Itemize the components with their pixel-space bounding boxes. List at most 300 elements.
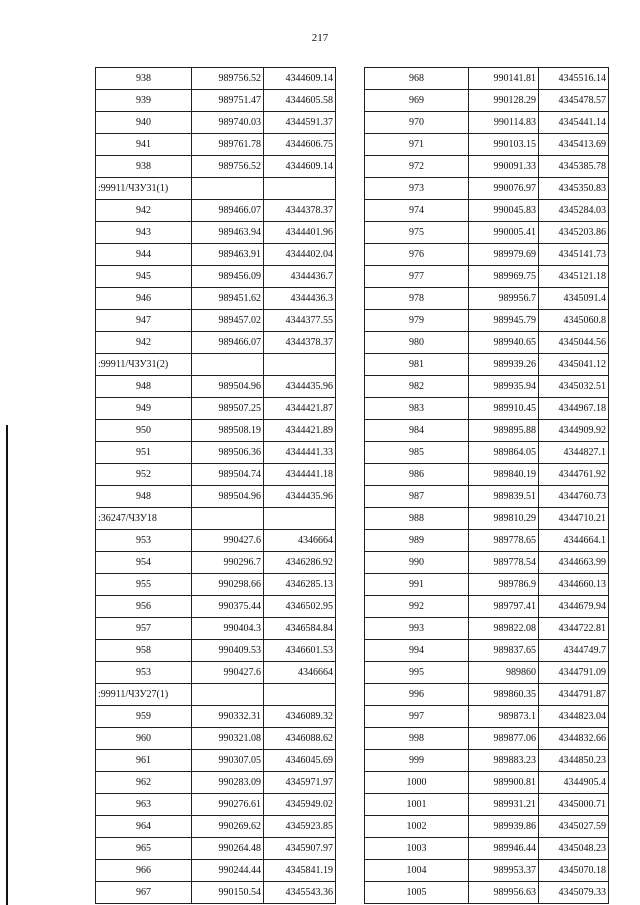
table-row: [365, 442, 609, 464]
y-coordinate-cell: 4345000.71: [539, 794, 609, 816]
point-number-cell: 1000: [365, 772, 469, 794]
parcel-label: :99911/ЧЗУ31(2): [96, 354, 192, 376]
point-number-cell: 1005: [365, 882, 469, 904]
y-coordinate-cell: 4345141.73: [539, 244, 609, 266]
point-number-cell: 999: [365, 750, 469, 772]
y-coordinate-cell: 4344749.7: [539, 640, 609, 662]
y-coordinate-cell: 4345070.18: [539, 860, 609, 882]
point-number-cell: 953: [96, 662, 192, 684]
table-row: [365, 794, 609, 816]
table-row: [365, 618, 609, 640]
y-coordinate-cell: 4344609.14: [264, 68, 336, 90]
x-coordinate-cell: 989507.25: [192, 398, 264, 420]
x-coordinate-cell: 989940.65: [469, 332, 539, 354]
parcel-label: :36247/ЧЗУ18: [96, 508, 192, 530]
x-coordinate-cell: 990307.05: [192, 750, 264, 772]
table-row: [365, 750, 609, 772]
table-row: [365, 486, 609, 508]
table-row: [365, 112, 609, 134]
y-coordinate-cell: 4344791.09: [539, 662, 609, 684]
x-coordinate-cell: 989939.86: [469, 816, 539, 838]
scan-margin-line: [6, 425, 8, 905]
x-coordinate-cell: 989979.69: [469, 244, 539, 266]
y-coordinate-cell: 4344823.04: [539, 706, 609, 728]
point-number-cell: 957: [96, 618, 192, 640]
empty-cell-y: [264, 684, 336, 706]
y-coordinate-cell: 4344402.04: [264, 244, 336, 266]
x-coordinate-cell: 990005.41: [469, 222, 539, 244]
point-number-cell: 947: [96, 310, 192, 332]
x-coordinate-cell: 989873.1: [469, 706, 539, 728]
table-row: [365, 728, 609, 750]
x-coordinate-cell: 989504.74: [192, 464, 264, 486]
table-row: [96, 838, 336, 860]
y-coordinate-cell: 4345350.83: [539, 178, 609, 200]
x-coordinate-cell: 990045.83: [469, 200, 539, 222]
table-row: [96, 772, 336, 794]
y-coordinate-cell: 4344827.1: [539, 442, 609, 464]
y-coordinate-cell: 4345091.4: [539, 288, 609, 310]
x-coordinate-cell: 990427.6: [192, 530, 264, 552]
point-number-cell: 1004: [365, 860, 469, 882]
table-row: [365, 244, 609, 266]
point-number-cell: 961: [96, 750, 192, 772]
y-coordinate-cell: 4345203.86: [539, 222, 609, 244]
table-row: [96, 90, 336, 112]
x-coordinate-cell: 989946.44: [469, 838, 539, 860]
point-number-cell: 974: [365, 200, 469, 222]
x-coordinate-cell: 990244.44: [192, 860, 264, 882]
y-coordinate-cell: 4345841.19: [264, 860, 336, 882]
point-number-cell: 981: [365, 354, 469, 376]
page-number: 217: [311, 32, 329, 44]
x-coordinate-cell: 989756.52: [192, 68, 264, 90]
point-number-cell: 986: [365, 464, 469, 486]
y-coordinate-cell: 4345048.23: [539, 838, 609, 860]
empty-cell-x: [192, 354, 264, 376]
x-coordinate-cell: 989822.08: [469, 618, 539, 640]
x-coordinate-cell: 990283.09: [192, 772, 264, 794]
point-number-cell: 938: [96, 156, 192, 178]
point-number-cell: 966: [96, 860, 192, 882]
x-coordinate-cell: 990114.83: [469, 112, 539, 134]
table-row: [365, 508, 609, 530]
empty-cell-x: [192, 684, 264, 706]
table-row: [96, 442, 336, 464]
x-coordinate-cell: 989778.54: [469, 552, 539, 574]
y-coordinate-cell: 4345284.03: [539, 200, 609, 222]
point-number-cell: 977: [365, 266, 469, 288]
table-row: [365, 574, 609, 596]
x-coordinate-cell: 989457.02: [192, 310, 264, 332]
table-row: [96, 618, 336, 640]
point-number-cell: 973: [365, 178, 469, 200]
y-coordinate-cell: 4345516.14: [539, 68, 609, 90]
y-coordinate-cell: 4344722.81: [539, 618, 609, 640]
point-number-cell: 949: [96, 398, 192, 420]
point-number-cell: 992: [365, 596, 469, 618]
x-coordinate-cell: 990276.61: [192, 794, 264, 816]
point-number-cell: 969: [365, 90, 469, 112]
table-row: [96, 816, 336, 838]
point-number-cell: 989: [365, 530, 469, 552]
y-coordinate-cell: 4346286.92: [264, 552, 336, 574]
x-coordinate-cell: 989953.37: [469, 860, 539, 882]
y-coordinate-cell: 4344679.94: [539, 596, 609, 618]
x-coordinate-cell: 990375.44: [192, 596, 264, 618]
point-number-cell: 951: [96, 442, 192, 464]
x-coordinate-cell: 989839.51: [469, 486, 539, 508]
x-coordinate-cell: 990298.66: [192, 574, 264, 596]
x-coordinate-cell: 989956.63: [469, 882, 539, 904]
y-coordinate-cell: 4344378.37: [264, 200, 336, 222]
y-coordinate-cell: 4344436.3: [264, 288, 336, 310]
y-coordinate-cell: 4346502.95: [264, 596, 336, 618]
table-row: [96, 200, 336, 222]
point-number-cell: 980: [365, 332, 469, 354]
table-row: [96, 464, 336, 486]
table-row: [96, 486, 336, 508]
point-number-cell: 959: [96, 706, 192, 728]
point-number-cell: 950: [96, 420, 192, 442]
table-row: [365, 68, 609, 90]
point-number-cell: 955: [96, 574, 192, 596]
x-coordinate-cell: 990103.15: [469, 134, 539, 156]
y-coordinate-cell: 4344710.21: [539, 508, 609, 530]
point-number-cell: 985: [365, 442, 469, 464]
point-number-cell: 987: [365, 486, 469, 508]
point-number-cell: 967: [96, 882, 192, 904]
table-row: [96, 398, 336, 420]
y-coordinate-cell: 4344660.13: [539, 574, 609, 596]
y-coordinate-cell: 4344421.89: [264, 420, 336, 442]
table-row: [96, 68, 336, 90]
y-coordinate-cell: 4344377.55: [264, 310, 336, 332]
point-number-cell: 942: [96, 200, 192, 222]
y-coordinate-cell: 4344605.58: [264, 90, 336, 112]
point-number-cell: 954: [96, 552, 192, 574]
x-coordinate-cell: 989508.19: [192, 420, 264, 442]
y-coordinate-cell: 4346664: [264, 662, 336, 684]
table-row: [365, 156, 609, 178]
x-coordinate-cell: 990128.29: [469, 90, 539, 112]
y-coordinate-cell: 4344909.92: [539, 420, 609, 442]
point-number-cell: 993: [365, 618, 469, 640]
y-coordinate-cell: 4345060.8: [539, 310, 609, 332]
point-number-cell: 963: [96, 794, 192, 816]
y-coordinate-cell: 4345027.59: [539, 816, 609, 838]
x-coordinate-cell: 989797.41: [469, 596, 539, 618]
x-coordinate-cell: 989504.96: [192, 486, 264, 508]
point-number-cell: 939: [96, 90, 192, 112]
table-row: [96, 706, 336, 728]
y-coordinate-cell: 4346601.53: [264, 640, 336, 662]
x-coordinate-cell: 989837.65: [469, 640, 539, 662]
y-coordinate-cell: 4344967.18: [539, 398, 609, 420]
x-coordinate-cell: 989883.23: [469, 750, 539, 772]
point-number-cell: 996: [365, 684, 469, 706]
coordinates-table-right: [364, 67, 609, 904]
table-row: [96, 596, 336, 618]
point-number-cell: 953: [96, 530, 192, 552]
x-coordinate-cell: 989761.78: [192, 134, 264, 156]
x-coordinate-cell: 989778.65: [469, 530, 539, 552]
parcel-header-row: [96, 354, 336, 376]
point-number-cell: 994: [365, 640, 469, 662]
y-coordinate-cell: 4345949.02: [264, 794, 336, 816]
table-row: [365, 200, 609, 222]
table-row: [365, 684, 609, 706]
x-coordinate-cell: 989456.09: [192, 266, 264, 288]
x-coordinate-cell: 990321.08: [192, 728, 264, 750]
x-coordinate-cell: 989463.91: [192, 244, 264, 266]
point-number-cell: 979: [365, 310, 469, 332]
y-coordinate-cell: 4345041.12: [539, 354, 609, 376]
x-coordinate-cell: 989740.03: [192, 112, 264, 134]
x-coordinate-cell: 989860: [469, 662, 539, 684]
table-row: [365, 420, 609, 442]
point-number-cell: 940: [96, 112, 192, 134]
y-coordinate-cell: 4344663.99: [539, 552, 609, 574]
x-coordinate-cell: 990332.31: [192, 706, 264, 728]
table-row: [365, 530, 609, 552]
point-number-cell: 964: [96, 816, 192, 838]
x-coordinate-cell: 989840.19: [469, 464, 539, 486]
table-row: [365, 552, 609, 574]
y-coordinate-cell: 4344791.87: [539, 684, 609, 706]
table-row: [365, 882, 609, 904]
point-number-cell: 1001: [365, 794, 469, 816]
table-row: [365, 134, 609, 156]
y-coordinate-cell: 4344435.96: [264, 486, 336, 508]
coordinates-table-left: [95, 67, 336, 904]
x-coordinate-cell: 989463.94: [192, 222, 264, 244]
empty-cell-y: [264, 178, 336, 200]
table-row: [96, 222, 336, 244]
point-number-cell: 952: [96, 464, 192, 486]
table-row: [365, 288, 609, 310]
point-number-cell: 975: [365, 222, 469, 244]
empty-cell-x: [192, 178, 264, 200]
x-coordinate-cell: 989751.47: [192, 90, 264, 112]
y-coordinate-cell: 4345971.97: [264, 772, 336, 794]
table-row: [365, 90, 609, 112]
table-row: [365, 376, 609, 398]
point-number-cell: 945: [96, 266, 192, 288]
x-coordinate-cell: 990296.7: [192, 552, 264, 574]
y-coordinate-cell: 4345441.14: [539, 112, 609, 134]
y-coordinate-cell: 4346285.13: [264, 574, 336, 596]
y-coordinate-cell: 4344401.96: [264, 222, 336, 244]
point-number-cell: 983: [365, 398, 469, 420]
y-coordinate-cell: 4345121.18: [539, 266, 609, 288]
table-row: [96, 860, 336, 882]
y-coordinate-cell: 4345044.56: [539, 332, 609, 354]
y-coordinate-cell: 4344436.7: [264, 266, 336, 288]
table-row: [365, 706, 609, 728]
point-number-cell: 965: [96, 838, 192, 860]
parcel-label: :99911/ЧЗУ27(1): [96, 684, 192, 706]
x-coordinate-cell: 989506.36: [192, 442, 264, 464]
point-number-cell: 976: [365, 244, 469, 266]
table-row: [365, 816, 609, 838]
y-coordinate-cell: 4345413.69: [539, 134, 609, 156]
table-row: [96, 420, 336, 442]
table-row: [96, 112, 336, 134]
point-number-cell: 943: [96, 222, 192, 244]
table-row: [365, 178, 609, 200]
y-coordinate-cell: 4346088.62: [264, 728, 336, 750]
empty-cell-y: [264, 508, 336, 530]
x-coordinate-cell: 990427.6: [192, 662, 264, 684]
point-number-cell: 991: [365, 574, 469, 596]
x-coordinate-cell: 989877.06: [469, 728, 539, 750]
y-coordinate-cell: 4344664.1: [539, 530, 609, 552]
x-coordinate-cell: 989910.45: [469, 398, 539, 420]
point-number-cell: 978: [365, 288, 469, 310]
point-number-cell: 958: [96, 640, 192, 662]
point-number-cell: 941: [96, 134, 192, 156]
table-row: [96, 530, 336, 552]
y-coordinate-cell: 4344609.14: [264, 156, 336, 178]
x-coordinate-cell: 990409.53: [192, 640, 264, 662]
x-coordinate-cell: 989504.96: [192, 376, 264, 398]
table-row: [96, 244, 336, 266]
x-coordinate-cell: 989466.07: [192, 332, 264, 354]
y-coordinate-cell: 4345478.57: [539, 90, 609, 112]
table-row: [96, 662, 336, 684]
y-coordinate-cell: 4344761.92: [539, 464, 609, 486]
point-number-cell: 956: [96, 596, 192, 618]
x-coordinate-cell: 989864.05: [469, 442, 539, 464]
y-coordinate-cell: 4344850.23: [539, 750, 609, 772]
point-number-cell: 948: [96, 486, 192, 508]
x-coordinate-cell: 989935.94: [469, 376, 539, 398]
table-row: [365, 398, 609, 420]
point-number-cell: 942: [96, 332, 192, 354]
y-coordinate-cell: 4344760.73: [539, 486, 609, 508]
point-number-cell: 998: [365, 728, 469, 750]
y-coordinate-cell: 4346089.32: [264, 706, 336, 728]
x-coordinate-cell: 990141.81: [469, 68, 539, 90]
x-coordinate-cell: 989860.35: [469, 684, 539, 706]
table-row: [96, 552, 336, 574]
point-number-cell: 995: [365, 662, 469, 684]
table-row: [96, 728, 336, 750]
point-number-cell: 972: [365, 156, 469, 178]
point-number-cell: 944: [96, 244, 192, 266]
point-number-cell: 971: [365, 134, 469, 156]
point-number-cell: 960: [96, 728, 192, 750]
table-row: [365, 464, 609, 486]
point-number-cell: 938: [96, 68, 192, 90]
x-coordinate-cell: 989956.7: [469, 288, 539, 310]
table-row: [365, 640, 609, 662]
table-row: [365, 310, 609, 332]
point-number-cell: 970: [365, 112, 469, 134]
empty-cell-x: [192, 508, 264, 530]
point-number-cell: 997: [365, 706, 469, 728]
table-row: [365, 596, 609, 618]
y-coordinate-cell: 4345543.36: [264, 882, 336, 904]
x-coordinate-cell: 990404.3: [192, 618, 264, 640]
y-coordinate-cell: 4344421.87: [264, 398, 336, 420]
y-coordinate-cell: 4344441.33: [264, 442, 336, 464]
table-row: [96, 376, 336, 398]
x-coordinate-cell: 989969.75: [469, 266, 539, 288]
x-coordinate-cell: 989939.26: [469, 354, 539, 376]
y-coordinate-cell: 4345385.78: [539, 156, 609, 178]
parcel-header-row: [96, 508, 336, 530]
parcel-label: :99911/ЧЗУ31(1): [96, 178, 192, 200]
x-coordinate-cell: 990269.62: [192, 816, 264, 838]
y-coordinate-cell: 4346664: [264, 530, 336, 552]
y-coordinate-cell: 4344441.18: [264, 464, 336, 486]
x-coordinate-cell: 989466.07: [192, 200, 264, 222]
y-coordinate-cell: 4345079.33: [539, 882, 609, 904]
table-row: [96, 640, 336, 662]
table-row: [96, 288, 336, 310]
table-row: [365, 838, 609, 860]
parcel-header-row: [96, 684, 336, 706]
point-number-cell: 990: [365, 552, 469, 574]
table-row: [365, 772, 609, 794]
x-coordinate-cell: 989945.79: [469, 310, 539, 332]
table-body-right: [365, 68, 609, 904]
table-row: [96, 156, 336, 178]
table-body-left: [96, 68, 336, 904]
point-number-cell: 1002: [365, 816, 469, 838]
table-row: [365, 662, 609, 684]
table-row: [96, 310, 336, 332]
y-coordinate-cell: 4344378.37: [264, 332, 336, 354]
y-coordinate-cell: 4344435.96: [264, 376, 336, 398]
x-coordinate-cell: 989931.21: [469, 794, 539, 816]
x-coordinate-cell: 990264.48: [192, 838, 264, 860]
point-number-cell: 988: [365, 508, 469, 530]
y-coordinate-cell: 4345923.85: [264, 816, 336, 838]
table-row: [365, 332, 609, 354]
y-coordinate-cell: 4344832.66: [539, 728, 609, 750]
y-coordinate-cell: 4344606.75: [264, 134, 336, 156]
table-row: [96, 266, 336, 288]
empty-cell-y: [264, 354, 336, 376]
table-row: [365, 222, 609, 244]
x-coordinate-cell: 989895.88: [469, 420, 539, 442]
table-row: [96, 134, 336, 156]
table-row: [96, 332, 336, 354]
y-coordinate-cell: 4344591.37: [264, 112, 336, 134]
y-coordinate-cell: 4345907.97: [264, 838, 336, 860]
x-coordinate-cell: 989900.81: [469, 772, 539, 794]
y-coordinate-cell: 4346584.84: [264, 618, 336, 640]
point-number-cell: 962: [96, 772, 192, 794]
point-number-cell: 948: [96, 376, 192, 398]
y-coordinate-cell: 4345032.51: [539, 376, 609, 398]
table-row: [365, 860, 609, 882]
y-coordinate-cell: 4346045.69: [264, 750, 336, 772]
x-coordinate-cell: 989786.9: [469, 574, 539, 596]
parcel-header-row: [96, 178, 336, 200]
x-coordinate-cell: 989810.29: [469, 508, 539, 530]
table-row: [365, 266, 609, 288]
x-coordinate-cell: 990150.54: [192, 882, 264, 904]
point-number-cell: 984: [365, 420, 469, 442]
table-row: [96, 882, 336, 904]
x-coordinate-cell: 989451.62: [192, 288, 264, 310]
x-coordinate-cell: 990076.97: [469, 178, 539, 200]
point-number-cell: 968: [365, 68, 469, 90]
